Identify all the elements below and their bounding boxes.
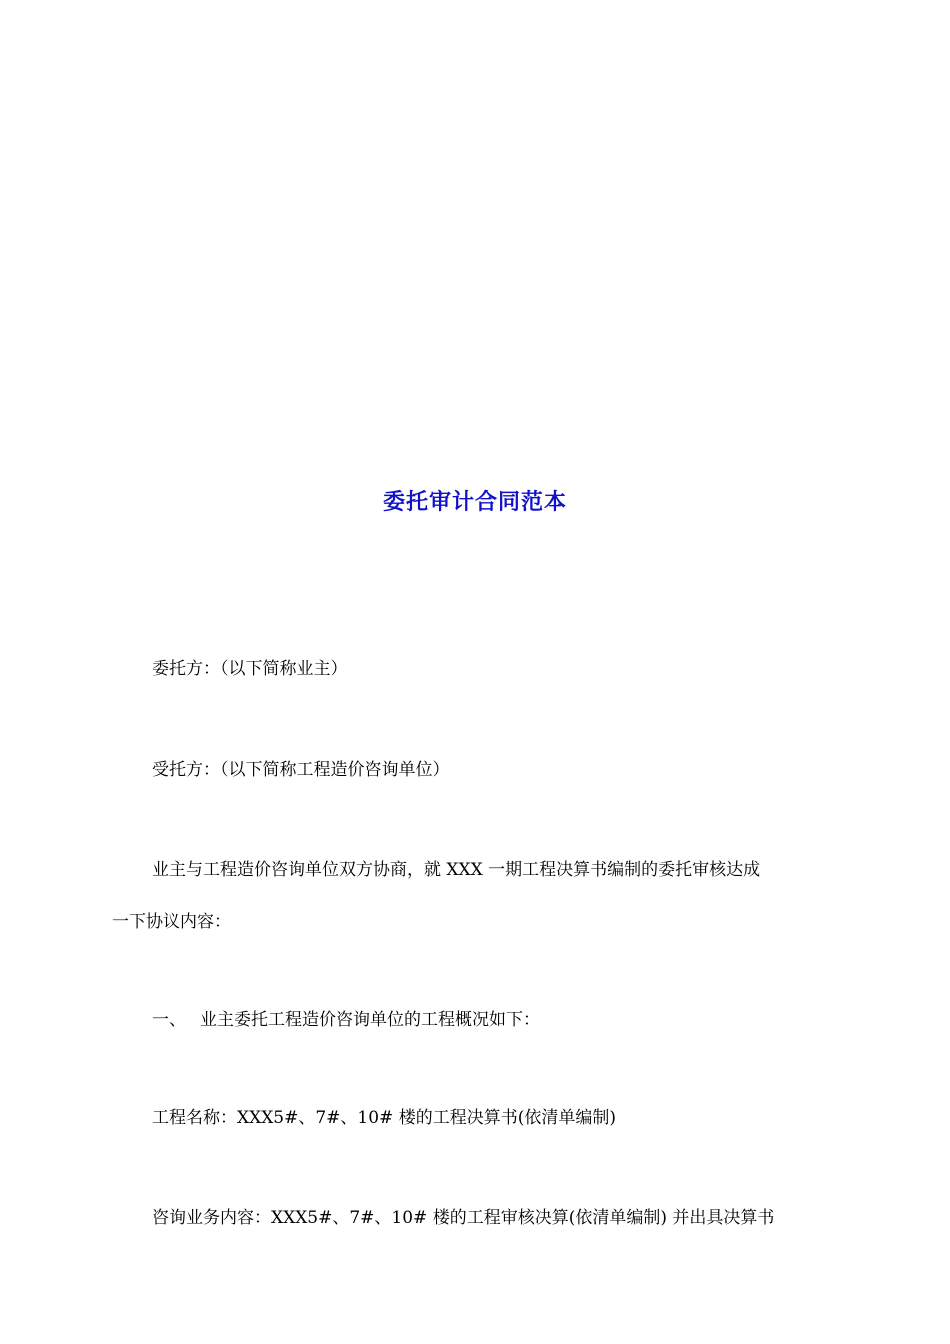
section-one-heading bbox=[152, 1008, 540, 1032]
contractor-paragraph: 受托方：（以下简称工程造价咨询单位） bbox=[152, 760, 450, 780]
agreement-paragraph-line1: 业主与工程造价咨询单位双方协商，就 XXX 一期工程决算书编制的委托审核达成 bbox=[152, 860, 761, 880]
section-one-text: 业主委托工程造价咨询单位的工程概况如下： bbox=[200, 1010, 540, 1030]
section-number: 一、 bbox=[152, 1010, 186, 1030]
client-paragraph: 委托方：（以下简称业主） bbox=[152, 659, 348, 679]
project-name-paragraph: 工程名称：XXX5#、7#、10# 楼的工程决算书(依清单编制) bbox=[152, 1108, 616, 1128]
consulting-scope-paragraph: 咨询业务内容：XXX5#、7#、10# 楼的工程审核决算(依清单编制) 并出具决算书 bbox=[152, 1208, 775, 1228]
agreement-paragraph-line2: 一下协议内容： bbox=[112, 912, 231, 932]
document-title: 委托审计合同范本 bbox=[382, 490, 567, 515]
